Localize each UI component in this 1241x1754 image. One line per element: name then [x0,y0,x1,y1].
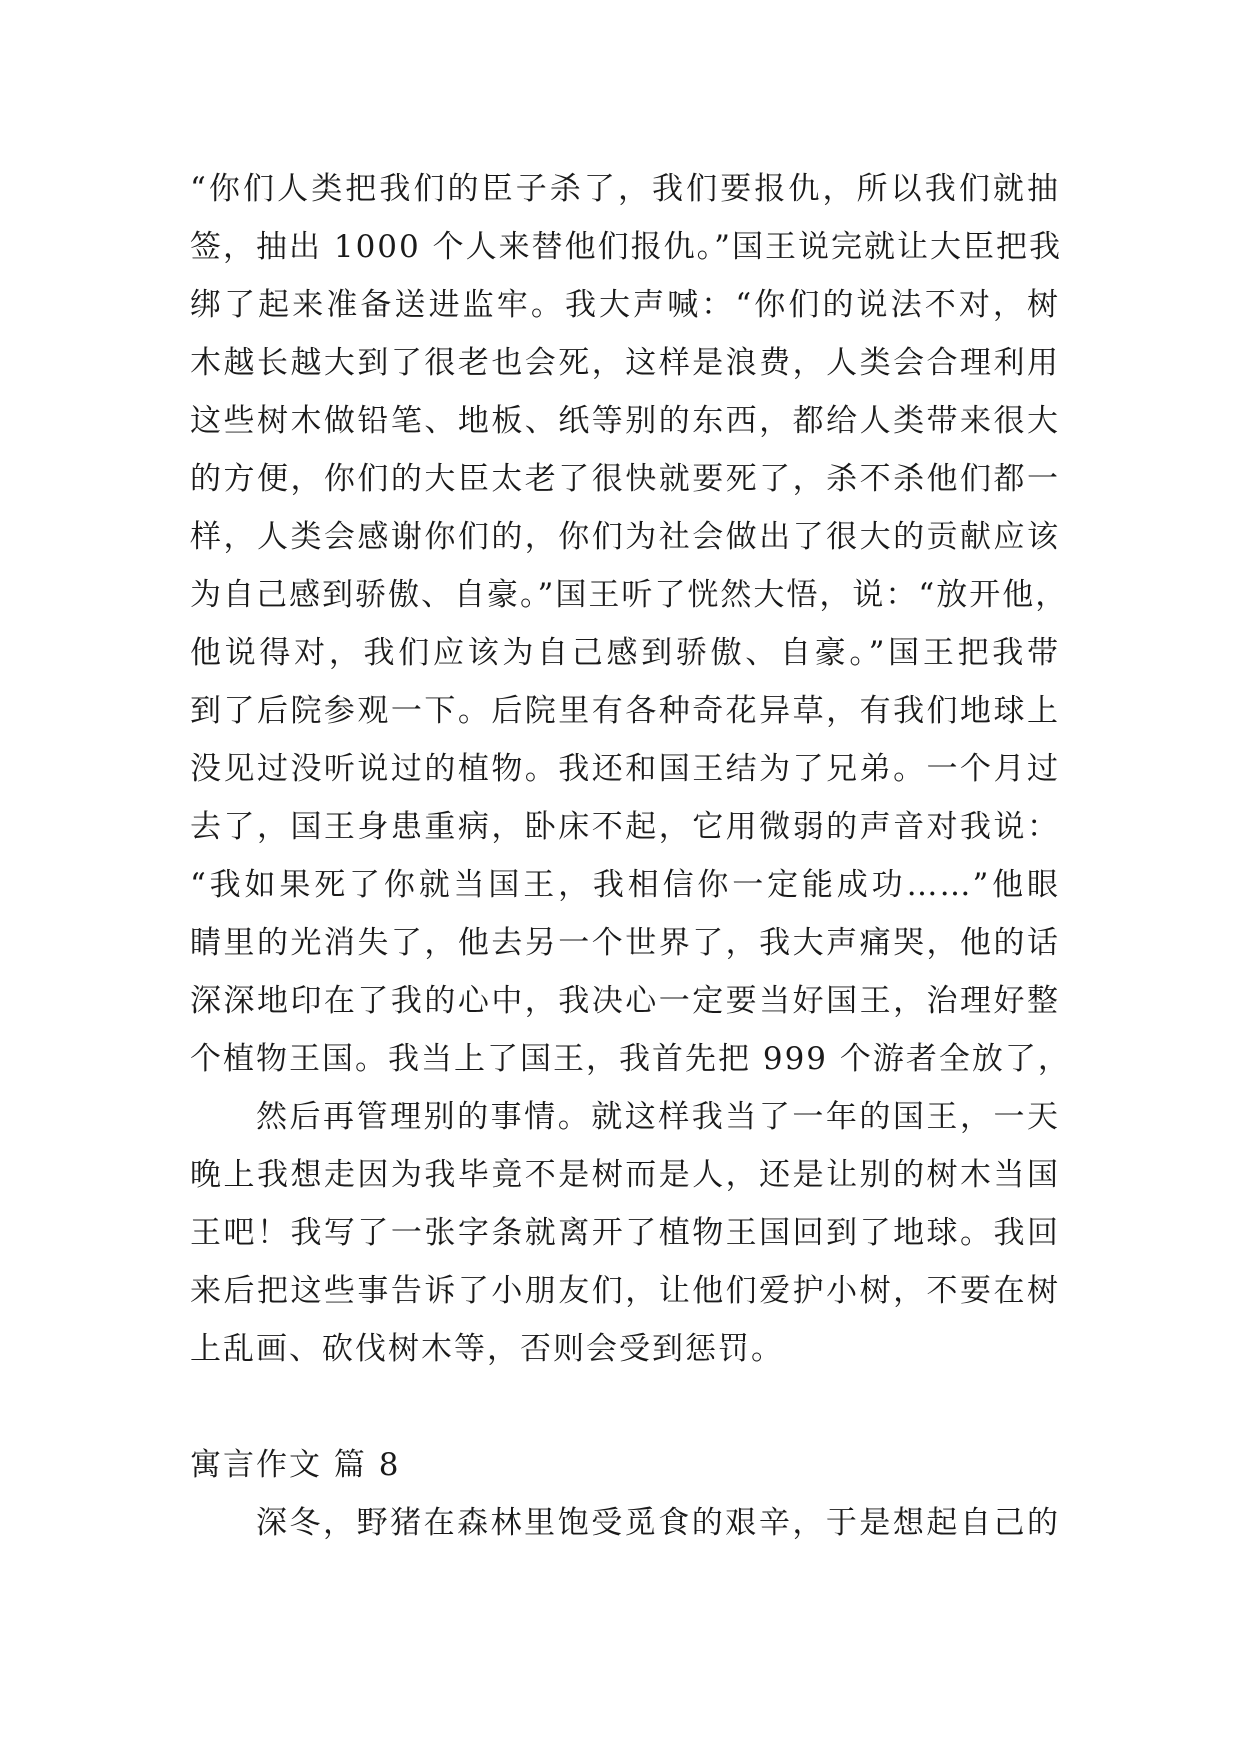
paragraph-line: 到了后院参观一下。后院里有各种奇花异草，有我们地球上 [190,693,1060,729]
paragraph-line: “我如果死了你就当国王，我相信你一定能成功……”他眼 [190,867,1060,903]
paragraph-line: 样，人类会感谢你们的，你们为社会做出了很大的贡献应该 [190,519,1060,555]
paragraph-line: 个植物王国。我当上了国王，我首先把 999 个游者全放了， [190,1041,1071,1077]
paragraph-line: 绑了起来准备送进监牢。我大声喊：“你们的说法不对，树 [190,287,1060,323]
paragraph-line: 去了，国王身患重病，卧床不起，它用微弱的声音对我说： [190,809,1060,845]
paragraph-line: 签，抽出 1000 个人来替他们报仇。”国王说完就让大臣把我 [190,229,1062,265]
section-heading: 寓言作文 篇 8 [190,1447,401,1483]
paragraph-line: 的方便，你们的大臣太老了很快就要死了，杀不杀他们都一 [190,461,1060,497]
paragraph-1 [190,160,1071,1088]
paragraph-line: 晚上我想走因为我毕竟不是树而是人，还是让别的树木当国 [190,1157,1060,1193]
paragraph-line: 他说得对，我们应该为自己感到骄傲、自豪。”国王把我带 [190,635,1060,671]
paragraph-line: 上乱画、砍伐树木等，否则会受到惩罚。 [190,1331,784,1367]
paragraph-line: 王吧！我写了一张字条就离开了植物王国回到了地球。我回 [190,1215,1060,1251]
paragraph-line: “你们人类把我们的臣子杀了，我们要报仇，所以我们就抽 [190,171,1060,207]
paragraph-line: 深冬，野猪在森林里饱受觅食的艰辛，于是想起自己的 [256,1505,1060,1541]
body-text [190,160,1071,1552]
paragraph-line: 然后再管理别的事情。就这样我当了一年的国王，一天 [256,1099,1060,1135]
paragraph-line: 木越长越大到了很老也会死，这样是浪费，人类会合理利用 [190,345,1060,381]
blank-line [190,1378,1060,1436]
paragraph-line: 深深地印在了我的心中，我决心一定要当好国王，治理好整 [190,983,1060,1019]
paragraph-line: 睛里的光消失了，他去另一个世界了，我大声痛哭，他的话 [190,925,1060,961]
paragraph-line: 来后把这些事告诉了小朋友们，让他们爱护小树，不要在树 [190,1273,1060,1309]
paragraph-line: 为自己感到骄傲、自豪。”国王听了恍然大悟，说：“放开他， [190,577,1069,613]
paragraph-2 [190,1088,1060,1378]
paragraph-line: 没见过没听说过的植物。我还和国王结为了兄弟。一个月过 [190,751,1060,787]
paragraph-line: 这些树木做铅笔、地板、纸等别的东西，都给人类带来很大 [190,403,1060,439]
